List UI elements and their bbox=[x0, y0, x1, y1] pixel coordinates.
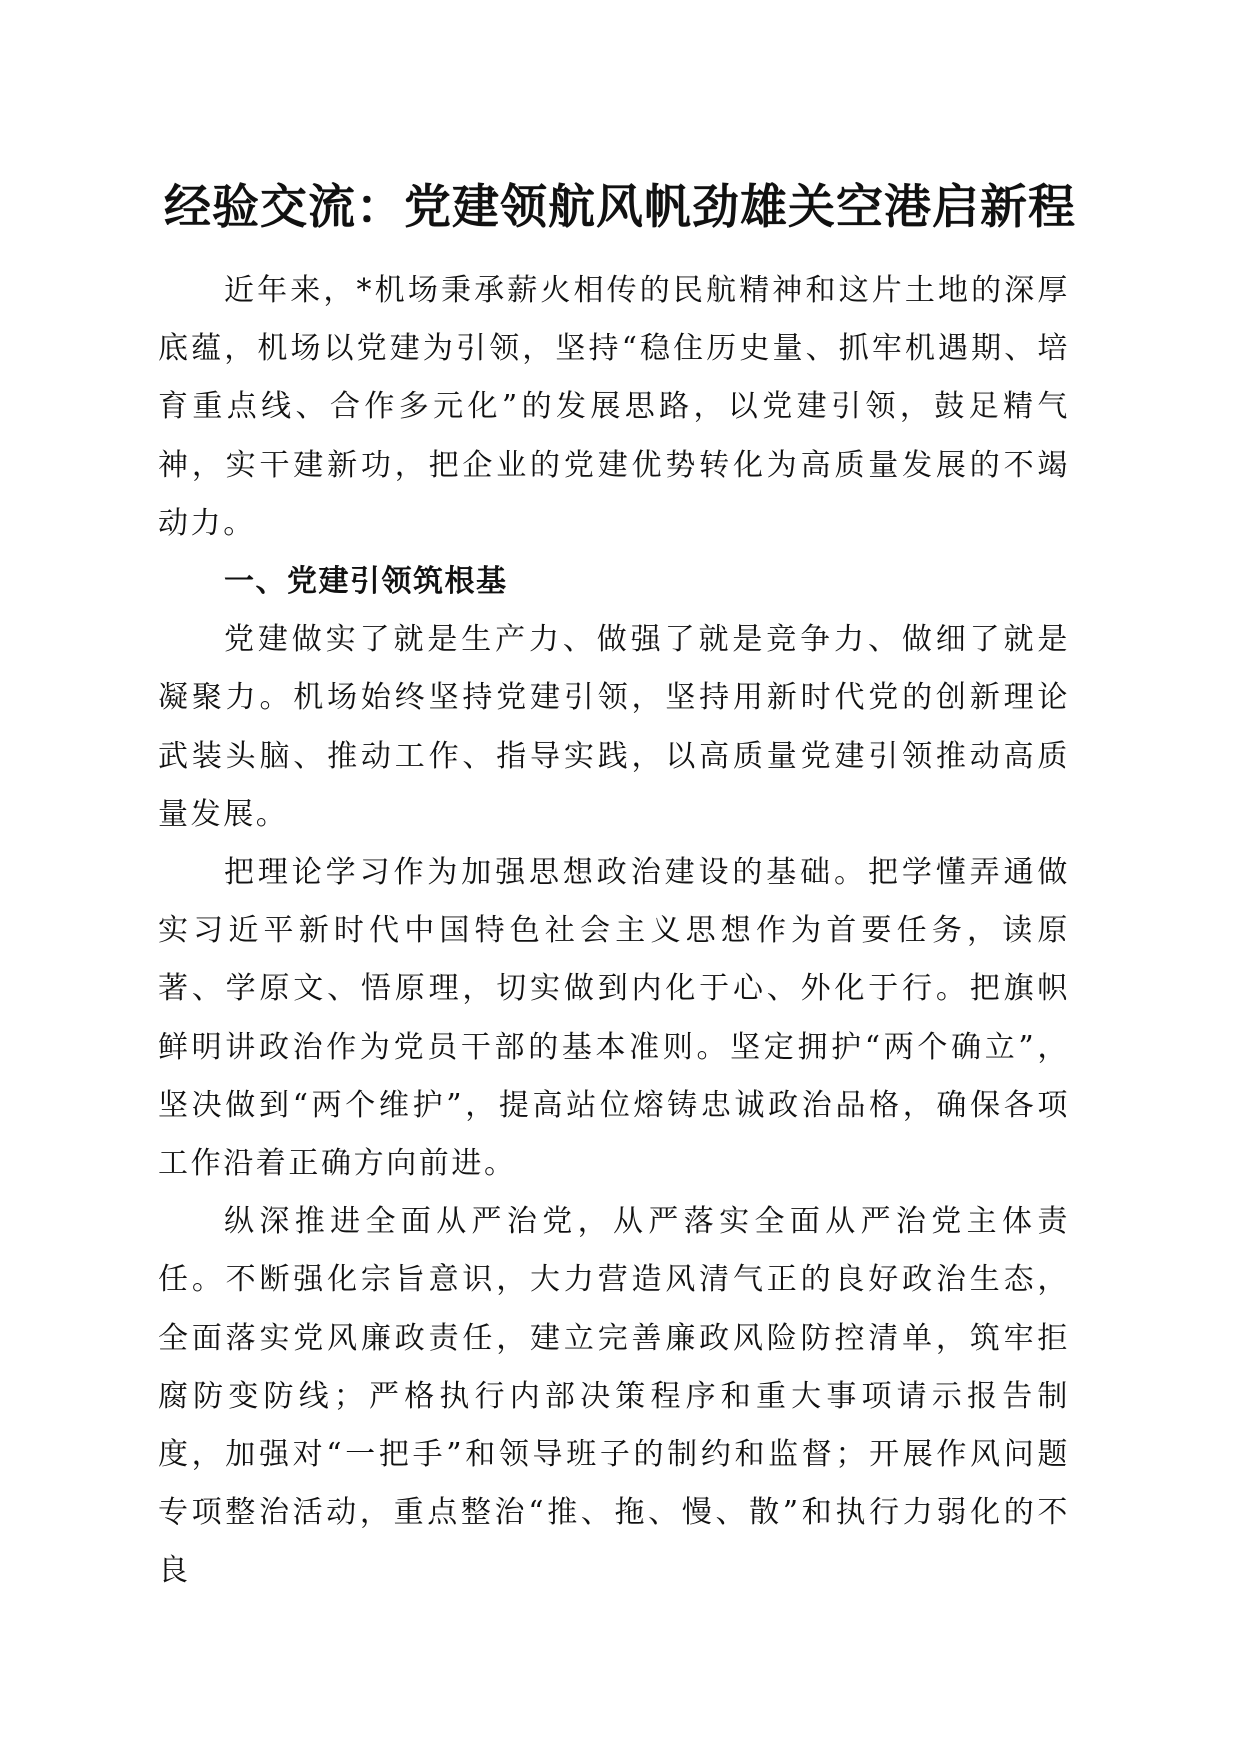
document-body bbox=[158, 262, 1070, 1601]
document-title: 经验交流：党建领航风帆劲雄关空港启新程 bbox=[164, 180, 1076, 235]
paragraph: 纵深推进全面从严治党，从严落实全面从严治党主体责任。不断强化宗旨意识，大力营造风清气正的良好政治生态，全面落实党风廉政责任，建立完善廉政风险防控清单，筑牢拒腐防变防线；严格执行内部决策程序和重大事项请示报告制度，加强对“一把手”和领导班子的制约和监督；开展作风问题专项整治活动，重点整治“推、拖、慢、散”和执行力弱化的不良 bbox=[158, 1204, 1070, 1589]
paragraph-intro: 近年来，*机场秉承薪火相传的民航精神和这片土地的深厚底蕴，机场以党建为引领，坚持“稳住历史量、抓牢机遇期、培育重点线、合作多元化”的发展思路，以党建引领，鼓足精气神，实干建新功，把企业的党建优势转化为高质量发展的不竭动力。 bbox=[158, 273, 1070, 541]
section-heading: 一、党建引领筑根基 bbox=[224, 564, 508, 600]
paragraph: 党建做实了就是生产力、做强了就是竞争力、做细了就是凝聚力。机场始终坚持党建引领，坚持用新时代党的创新理论武装头脑、推动工作、指导实践，以高质量党建引领推动高质量发展。 bbox=[158, 622, 1070, 832]
paragraph: 把理论学习作为加强思想政治建设的基础。把学懂弄通做实习近平新时代中国特色社会主义思想作为首要任务，读原著、学原文、悟原理，切实做到内化于心、外化于行。把旗帜鲜明讲政治作为党员干部的基本准则。坚定拥护“两个确立”，坚决做到“两个维护”，提高站位熔铸忠诚政治品格，确保各项工作沿着正确方向前进。 bbox=[158, 855, 1070, 1182]
